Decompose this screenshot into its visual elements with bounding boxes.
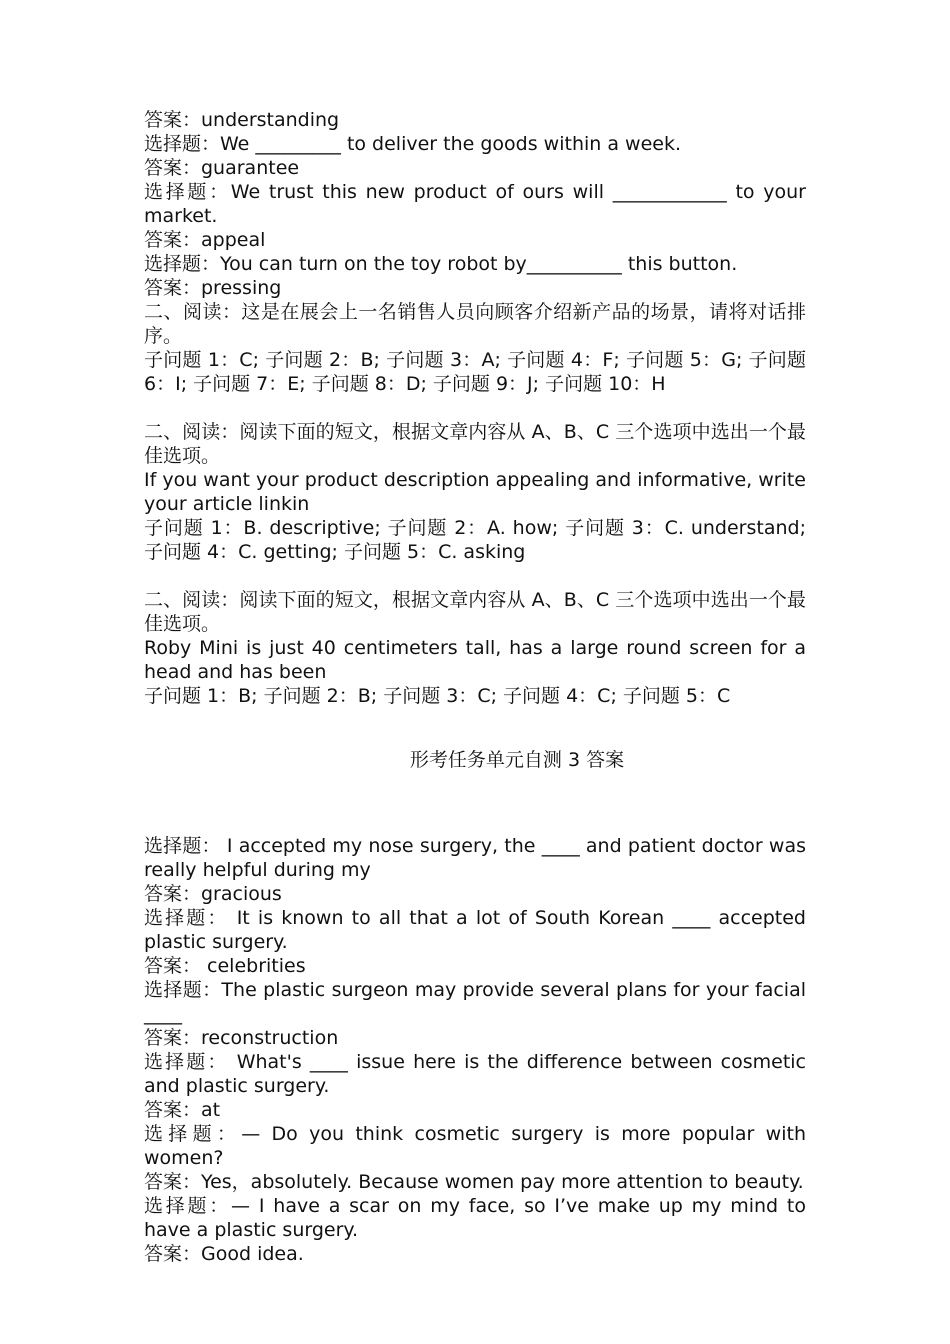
answer-line: 答案：gracious [144,883,282,905]
answer-line: 答案：appeal [144,229,266,251]
answer-line: 答案：guarantee [144,157,300,179]
answer-line: 答案：at [144,1099,221,1121]
spacer [144,564,806,588]
question-line: 选择题：— I have a scar on my face, so I’ve make up my mind to have a plastic surgery. [144,1195,806,1241]
question-line: 选择题： What's ____ issue here is the difference between cosmetic and plastic surgery. [144,1051,806,1097]
sub-answers-line: 子问题 1：C; 子问题 2：B; 子问题 3：A; 子问题 4：F; 子问题 5：G; 子问题 6：I; 子问题 7：E; 子问题 8：D; 子问题 9：J; 子问题 10：H [144,349,806,395]
passage-line: If you want your product description appealing and informative, write your article linkin [144,469,806,515]
section-heading-line: 二、阅读：阅读下面的短文，根据文章内容从 A、B、C 三个选项中选出一个最佳选项。 [144,589,806,635]
section-heading-line: 二、阅读：这是在展会上一名销售人员向顾客介绍新产品的场景，请将对话排序。 [144,301,806,347]
question-line: 选择题：We trust this new product of ours will ____________ to your market. [144,181,806,227]
question-line: 选择题：You can turn on the toy robot by__________ this button. [144,253,738,275]
answer-line: 答案：reconstruction [144,1027,339,1049]
question-line: 选择题：The plastic surgeon may provide several plans for your facial ____ [144,979,806,1025]
question-line: 选择题： I accepted my nose surgery, the ____ and patient doctor was really helpful during my [144,835,806,881]
section-heading-line: 二、阅读：阅读下面的短文，根据文章内容从 A、B、C 三个选项中选出一个最佳选项。 [144,421,806,467]
spacer [144,396,806,420]
answer-line: 答案：Yes，absolutely. Because women pay more attention to beauty. [144,1171,804,1193]
question-line: 选择题：We _________ to deliver the goods within a week. [144,133,681,155]
answer-line: 答案：pressing [144,277,282,299]
passage-line: Roby Mini is just 40 centimeters tall, has a large round screen for a head and has been [144,637,806,683]
answer-line: 答案： celebrities [144,955,306,977]
sub-answers-line: 子问题 1：B; 子问题 2：B; 子问题 3：C; 子问题 4：C; 子问题 5：C [144,685,731,707]
document-page [144,108,806,1266]
sub-answers-line: 子问题 1：B. descriptive; 子问题 2：A. how; 子问题 3：C. understand; 子问题 4：C. getting; 子问题 5：C. asking [144,517,806,563]
section-title: 形考任务单元自测 3 答案 [409,749,625,771]
question-line: 选择题： It is known to all that a lot of South Korean ____ accepted plastic surgery. [144,907,806,953]
answer-line: 答案：understanding [144,109,340,131]
answer-line: 答案：Good idea. [144,1243,304,1265]
question-line: 选择题：— Do you think cosmetic surgery is more popular with women? [144,1123,806,1169]
